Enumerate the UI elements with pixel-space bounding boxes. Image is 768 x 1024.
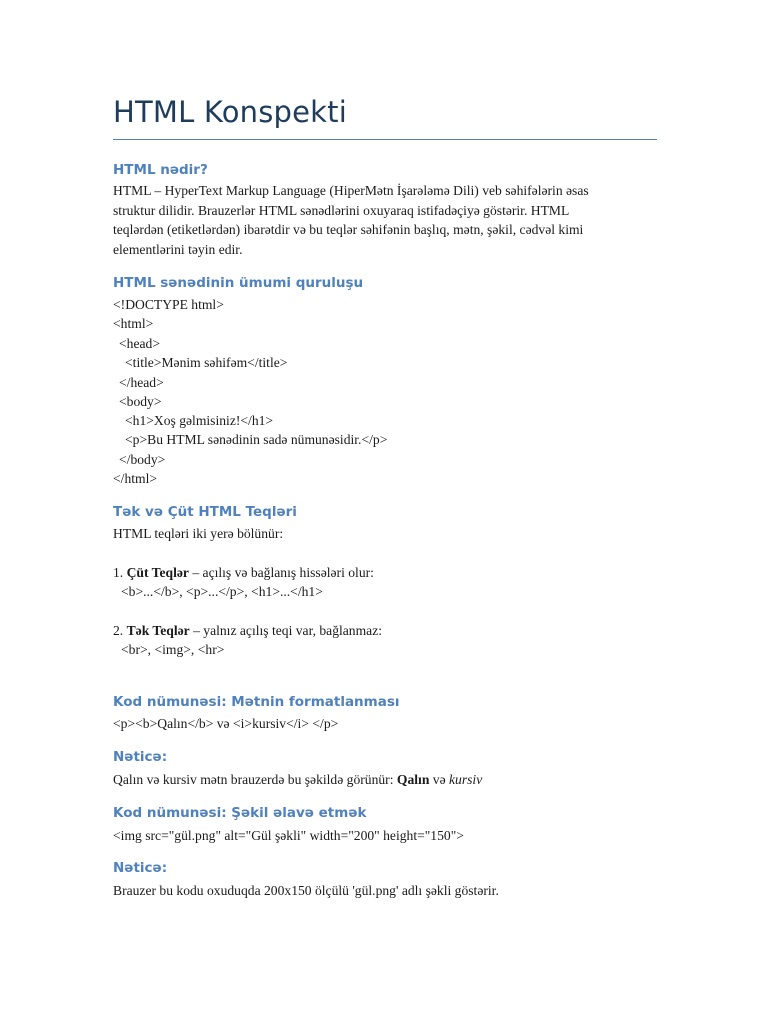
code-line: </body> — [119, 452, 166, 467]
bold-sample: Qalın — [396, 772, 430, 787]
term-description: – açılış və bağlanış hissələri olur: — [188, 565, 374, 580]
term-single-tags: Tək Teqlər — [126, 623, 190, 638]
paragraph-line: struktur dilidir. Brauzerlər HTML sənədlərini oxuyaraq istifadəçiyə göstərir. HTML — [113, 203, 570, 218]
image-code-line: <img src="gül.png" alt="Gül şəkli" width="200" height="150"> — [113, 828, 464, 843]
image-result-line: Brauzer bu kodu oxuduqda 200x150 ölçülü 'gül.png' adlı şəkli göstərir. — [113, 883, 499, 898]
code-line: <html> — [113, 316, 154, 331]
format-result-line — [113, 770, 482, 790]
heading-image-code: Kod nümunəsi: Şəkil əlavə etmək — [113, 805, 367, 821]
heading-result: Nəticə: — [113, 860, 168, 876]
list-number: 2. — [113, 623, 124, 638]
paragraph-line: HTML – HyperText Markup Language (HiperMətn İşarələmə Dili) veb səhifələrin əsas — [113, 183, 589, 198]
single-tags-example: <br>, <img>, <hr> — [121, 642, 225, 657]
tags-intro: HTML teqləri iki yerə bölünür: — [113, 526, 284, 541]
heading-what-is-html: HTML nədir? — [113, 162, 208, 178]
list-item-paired-tags — [113, 563, 374, 583]
code-line: <p>Bu HTML sənədinin sadə nümunəsidir.</p> — [125, 432, 388, 447]
paired-tags-example: <b>...</b>, <p>...</p>, <h1>...</h1> — [121, 584, 323, 599]
list-number: 1. — [113, 565, 124, 580]
heading-document-structure: HTML sənədinin ümumi quruluşu — [113, 275, 364, 291]
heading-single-paired-tags: Tək və Çüt HTML Teqləri — [113, 504, 297, 520]
document-title: HTML Konspekti — [113, 95, 347, 129]
paragraph-line: teqlərdən (etiketlərdən) ibarətdir və bu teqlər səhifənin başlıq, mətn, şəkil, cədvəl kimi — [113, 222, 584, 237]
paragraph-line: elementlərini təyin edir. — [113, 242, 243, 257]
code-line: <body> — [119, 394, 162, 409]
code-line: <h1>Xoş gəlmisiniz!</h1> — [125, 413, 274, 428]
result-text: Qalın və kursiv mətn brauzerdə bu şəkildə görünür: — [113, 772, 397, 787]
italic-sample: kursiv — [449, 772, 483, 787]
result-conjunction: və — [429, 772, 450, 787]
term-description: – yalnız açılış teqi var, bağlanmaz: — [189, 623, 383, 638]
code-line: </head> — [119, 375, 164, 390]
code-line: </html> — [113, 471, 158, 486]
code-line: <head> — [119, 336, 160, 351]
format-code-line: <p><b>Qalın</b> və <i>kursiv</i> </p> — [113, 716, 339, 731]
heading-result: Nəticə: — [113, 749, 168, 765]
title-underline — [113, 139, 657, 140]
term-paired-tags: Çüt Teqlər — [126, 565, 189, 580]
list-item-single-tags — [113, 621, 382, 641]
code-line: <!DOCTYPE html> — [113, 297, 224, 312]
heading-format-code: Kod nümunəsi: Mətnin formatlanması — [113, 694, 400, 710]
code-line: <title>Mənim səhifəm</title> — [125, 355, 288, 370]
